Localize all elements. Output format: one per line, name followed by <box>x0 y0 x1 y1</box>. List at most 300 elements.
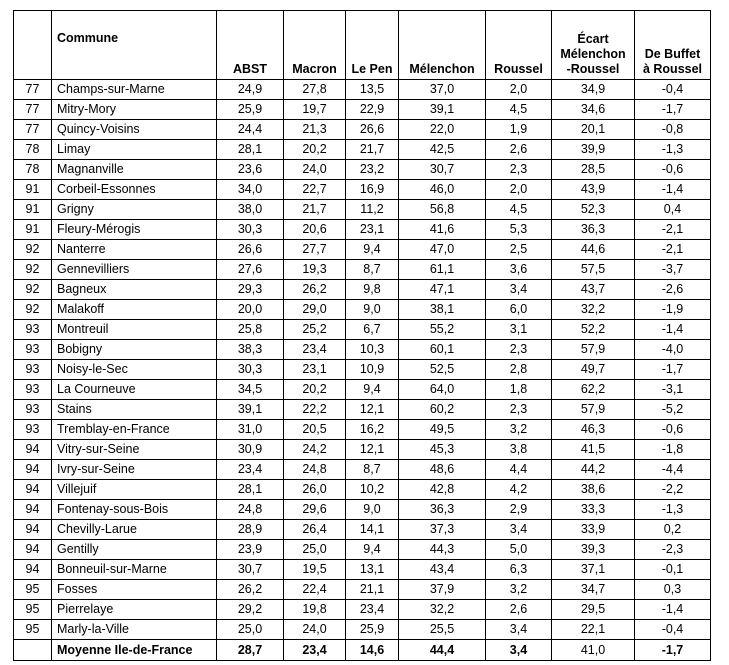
cell-melenchon: 45,3 <box>399 440 486 460</box>
cell-roussel: 3,2 <box>486 420 552 440</box>
cell-abst: 28,7 <box>217 640 284 661</box>
cell-macron: 19,3 <box>284 260 346 280</box>
table-body <box>14 80 711 661</box>
cell-abst: 30,3 <box>217 220 284 240</box>
cell-dept: 91 <box>14 180 52 200</box>
cell-melenchon: 49,5 <box>399 420 486 440</box>
cell-macron: 23,4 <box>284 640 346 661</box>
cell-dept: 95 <box>14 580 52 600</box>
cell-roussel: 2,8 <box>486 360 552 380</box>
cell-macron: 26,4 <box>284 520 346 540</box>
cell-macron: 24,8 <box>284 460 346 480</box>
cell-ecart: 43,9 <box>552 180 635 200</box>
cell-lepen: 12,1 <box>346 400 399 420</box>
cell-abst: 34,0 <box>217 180 284 200</box>
table-row <box>14 460 711 480</box>
cell-commune: Gentilly <box>52 540 217 560</box>
cell-buffet-roussel: -3,1 <box>635 380 711 400</box>
table-row <box>14 100 711 120</box>
cell-buffet-roussel: -1,8 <box>635 440 711 460</box>
cell-ecart: 57,9 <box>552 340 635 360</box>
cell-dept: 94 <box>14 440 52 460</box>
cell-lepen: 13,1 <box>346 560 399 580</box>
cell-ecart: 33,9 <box>552 520 635 540</box>
cell-roussel: 3,4 <box>486 520 552 540</box>
cell-lepen: 10,9 <box>346 360 399 380</box>
cell-macron: 26,0 <box>284 480 346 500</box>
cell-buffet-roussel: -2,3 <box>635 540 711 560</box>
cell-lepen: 23,4 <box>346 600 399 620</box>
table-row <box>14 620 711 640</box>
cell-macron: 19,8 <box>284 600 346 620</box>
cell-macron: 26,2 <box>284 280 346 300</box>
cell-abst: 26,2 <box>217 580 284 600</box>
header-abst: ABST <box>217 11 284 80</box>
cell-buffet-roussel: -4,4 <box>635 460 711 480</box>
cell-ecart: 37,1 <box>552 560 635 580</box>
cell-buffet-roussel: 0,4 <box>635 200 711 220</box>
cell-dept: 94 <box>14 520 52 540</box>
header-ecart-line1: Écart <box>577 32 609 46</box>
cell-buffet-roussel: -0,6 <box>635 420 711 440</box>
cell-roussel: 2,0 <box>486 80 552 100</box>
cell-roussel: 5,3 <box>486 220 552 240</box>
cell-melenchon: 42,8 <box>399 480 486 500</box>
cell-abst: 24,4 <box>217 120 284 140</box>
cell-lepen: 9,0 <box>346 500 399 520</box>
cell-roussel: 6,0 <box>486 300 552 320</box>
cell-lepen: 22,9 <box>346 100 399 120</box>
cell-roussel: 3,1 <box>486 320 552 340</box>
cell-dept: 93 <box>14 360 52 380</box>
cell-lepen: 23,2 <box>346 160 399 180</box>
cell-ecart: 49,7 <box>552 360 635 380</box>
cell-ecart: 62,2 <box>552 380 635 400</box>
cell-ecart: 38,6 <box>552 480 635 500</box>
cell-melenchon: 55,2 <box>399 320 486 340</box>
cell-dept: 94 <box>14 480 52 500</box>
cell-buffet-roussel: -1,4 <box>635 600 711 620</box>
cell-buffet-roussel: -1,4 <box>635 180 711 200</box>
cell-commune: Ivry-sur-Seine <box>52 460 217 480</box>
cell-roussel: 2,6 <box>486 140 552 160</box>
cell-buffet-roussel: -1,3 <box>635 500 711 520</box>
cell-buffet-roussel: -5,2 <box>635 400 711 420</box>
header-ecart-line2: Mélenchon <box>560 47 626 61</box>
cell-lepen: 25,9 <box>346 620 399 640</box>
cell-melenchon: 30,7 <box>399 160 486 180</box>
header-melenchon: Mélenchon <box>399 11 486 80</box>
cell-buffet-roussel: -1,7 <box>635 100 711 120</box>
cell-ecart: 46,3 <box>552 420 635 440</box>
cell-dept: 94 <box>14 540 52 560</box>
cell-commune: Grigny <box>52 200 217 220</box>
table-row <box>14 180 711 200</box>
cell-lepen: 16,2 <box>346 420 399 440</box>
cell-roussel: 2,3 <box>486 160 552 180</box>
cell-buffet-roussel: -1,4 <box>635 320 711 340</box>
cell-melenchon: 60,2 <box>399 400 486 420</box>
table-row <box>14 420 711 440</box>
cell-abst: 26,6 <box>217 240 284 260</box>
cell-commune: Nanterre <box>52 240 217 260</box>
cell-ecart: 22,1 <box>552 620 635 640</box>
cell-melenchon: 38,1 <box>399 300 486 320</box>
cell-dept: 93 <box>14 420 52 440</box>
cell-macron: 20,2 <box>284 380 346 400</box>
table-row <box>14 160 711 180</box>
cell-abst: 39,1 <box>217 400 284 420</box>
cell-abst: 34,5 <box>217 380 284 400</box>
table-row <box>14 400 711 420</box>
cell-melenchon: 61,1 <box>399 260 486 280</box>
cell-commune: Vitry-sur-Seine <box>52 440 217 460</box>
cell-dept: 94 <box>14 560 52 580</box>
cell-ecart: 57,9 <box>552 400 635 420</box>
cell-dept: 92 <box>14 260 52 280</box>
cell-commune: Quincy-Voisins <box>52 120 217 140</box>
cell-commune: Chevilly-Larue <box>52 520 217 540</box>
cell-roussel: 5,0 <box>486 540 552 560</box>
cell-melenchon: 25,5 <box>399 620 486 640</box>
table-row <box>14 320 711 340</box>
cell-macron: 19,5 <box>284 560 346 580</box>
table-row <box>14 340 711 360</box>
cell-lepen: 26,6 <box>346 120 399 140</box>
cell-abst: 29,2 <box>217 600 284 620</box>
cell-macron: 20,5 <box>284 420 346 440</box>
cell-abst: 30,3 <box>217 360 284 380</box>
cell-macron: 29,0 <box>284 300 346 320</box>
cell-commune: Villejuif <box>52 480 217 500</box>
cell-abst: 31,0 <box>217 420 284 440</box>
cell-buffet-roussel: -1,7 <box>635 360 711 380</box>
cell-commune: Noisy-le-Sec <box>52 360 217 380</box>
cell-macron: 24,0 <box>284 620 346 640</box>
cell-commune: La Courneuve <box>52 380 217 400</box>
cell-macron: 22,2 <box>284 400 346 420</box>
cell-ecart: 32,2 <box>552 300 635 320</box>
cell-melenchon: 46,0 <box>399 180 486 200</box>
cell-abst: 24,8 <box>217 500 284 520</box>
cell-dept: 94 <box>14 460 52 480</box>
cell-abst: 38,3 <box>217 340 284 360</box>
cell-melenchon: 32,2 <box>399 600 486 620</box>
cell-roussel: 3,8 <box>486 440 552 460</box>
header-buffet-line1: De Buffet <box>644 47 701 61</box>
cell-macron: 22,7 <box>284 180 346 200</box>
cell-abst: 29,3 <box>217 280 284 300</box>
cell-commune: Magnanville <box>52 160 217 180</box>
cell-commune: Corbeil-Essonnes <box>52 180 217 200</box>
cell-macron: 23,4 <box>284 340 346 360</box>
cell-lepen: 14,1 <box>346 520 399 540</box>
table-row <box>14 120 711 140</box>
cell-commune: Moyenne Ile-de-France <box>52 640 217 661</box>
cell-macron: 24,2 <box>284 440 346 460</box>
cell-lepen: 10,3 <box>346 340 399 360</box>
cell-ecart: 41,5 <box>552 440 635 460</box>
table-row <box>14 480 711 500</box>
cell-ecart: 33,3 <box>552 500 635 520</box>
cell-buffet-roussel: -2,6 <box>635 280 711 300</box>
table-row <box>14 280 711 300</box>
cell-melenchon: 52,5 <box>399 360 486 380</box>
cell-lepen: 8,7 <box>346 460 399 480</box>
cell-macron: 21,7 <box>284 200 346 220</box>
cell-lepen: 21,1 <box>346 580 399 600</box>
cell-macron: 25,0 <box>284 540 346 560</box>
cell-melenchon: 56,8 <box>399 200 486 220</box>
cell-buffet-roussel: -0,4 <box>635 620 711 640</box>
cell-dept <box>14 640 52 661</box>
cell-melenchon: 44,4 <box>399 640 486 661</box>
cell-dept: 78 <box>14 160 52 180</box>
cell-lepen: 13,5 <box>346 80 399 100</box>
cell-melenchon: 41,6 <box>399 220 486 240</box>
cell-roussel: 4,5 <box>486 100 552 120</box>
header-lepen: Le Pen <box>346 11 399 80</box>
cell-roussel: 3,6 <box>486 260 552 280</box>
cell-dept: 95 <box>14 620 52 640</box>
table-row <box>14 380 711 400</box>
cell-buffet-roussel: 0,3 <box>635 580 711 600</box>
table-row <box>14 220 711 240</box>
cell-melenchon: 22,0 <box>399 120 486 140</box>
cell-melenchon: 60,1 <box>399 340 486 360</box>
cell-macron: 20,6 <box>284 220 346 240</box>
cell-roussel: 1,9 <box>486 120 552 140</box>
cell-melenchon: 37,9 <box>399 580 486 600</box>
cell-commune: Pierrelaye <box>52 600 217 620</box>
table-row <box>14 540 711 560</box>
cell-macron: 21,3 <box>284 120 346 140</box>
cell-macron: 29,6 <box>284 500 346 520</box>
table-row <box>14 140 711 160</box>
cell-melenchon: 39,1 <box>399 100 486 120</box>
cell-dept: 78 <box>14 140 52 160</box>
cell-commune: Malakoff <box>52 300 217 320</box>
cell-buffet-roussel: -2,1 <box>635 240 711 260</box>
cell-commune: Bonneuil-sur-Marne <box>52 560 217 580</box>
cell-melenchon: 64,0 <box>399 380 486 400</box>
cell-abst: 25,9 <box>217 100 284 120</box>
cell-roussel: 4,2 <box>486 480 552 500</box>
cell-abst: 25,0 <box>217 620 284 640</box>
cell-abst: 28,1 <box>217 480 284 500</box>
cell-ecart: 52,2 <box>552 320 635 340</box>
total-row <box>14 640 711 661</box>
header-ecart <box>552 11 635 80</box>
cell-macron: 27,8 <box>284 80 346 100</box>
cell-commune: Tremblay-en-France <box>52 420 217 440</box>
cell-dept: 77 <box>14 120 52 140</box>
cell-dept: 92 <box>14 280 52 300</box>
cell-commune: Bobigny <box>52 340 217 360</box>
cell-roussel: 4,4 <box>486 460 552 480</box>
cell-dept: 92 <box>14 300 52 320</box>
table-row <box>14 80 711 100</box>
cell-commune: Gennevilliers <box>52 260 217 280</box>
cell-ecart: 34,9 <box>552 80 635 100</box>
cell-roussel: 3,4 <box>486 280 552 300</box>
table-row <box>14 600 711 620</box>
cell-dept: 94 <box>14 500 52 520</box>
cell-dept: 93 <box>14 400 52 420</box>
cell-ecart: 41,0 <box>552 640 635 661</box>
table-row <box>14 360 711 380</box>
cell-ecart: 52,3 <box>552 200 635 220</box>
cell-ecart: 29,5 <box>552 600 635 620</box>
cell-lepen: 10,2 <box>346 480 399 500</box>
cell-lepen: 12,1 <box>346 440 399 460</box>
cell-buffet-roussel: -0,8 <box>635 120 711 140</box>
cell-abst: 23,9 <box>217 540 284 560</box>
cell-buffet-roussel: -0,4 <box>635 80 711 100</box>
cell-abst: 28,1 <box>217 140 284 160</box>
cell-lepen: 9,8 <box>346 280 399 300</box>
cell-abst: 27,6 <box>217 260 284 280</box>
cell-buffet-roussel: -3,7 <box>635 260 711 280</box>
cell-buffet-roussel: -2,2 <box>635 480 711 500</box>
cell-macron: 22,4 <box>284 580 346 600</box>
cell-buffet-roussel: -0,1 <box>635 560 711 580</box>
cell-roussel: 2,9 <box>486 500 552 520</box>
cell-commune: Bagneux <box>52 280 217 300</box>
cell-dept: 92 <box>14 240 52 260</box>
cell-roussel: 3,4 <box>486 640 552 661</box>
cell-roussel: 6,3 <box>486 560 552 580</box>
cell-dept: 93 <box>14 340 52 360</box>
cell-abst: 20,0 <box>217 300 284 320</box>
table-row <box>14 580 711 600</box>
cell-lepen: 6,7 <box>346 320 399 340</box>
cell-ecart: 44,6 <box>552 240 635 260</box>
cell-macron: 23,1 <box>284 360 346 380</box>
cell-roussel: 1,8 <box>486 380 552 400</box>
cell-buffet-roussel: -4,0 <box>635 340 711 360</box>
cell-lepen: 21,7 <box>346 140 399 160</box>
cell-dept: 95 <box>14 600 52 620</box>
cell-melenchon: 43,4 <box>399 560 486 580</box>
cell-buffet-roussel: -0,6 <box>635 160 711 180</box>
cell-dept: 93 <box>14 380 52 400</box>
cell-roussel: 4,5 <box>486 200 552 220</box>
cell-macron: 25,2 <box>284 320 346 340</box>
table-row <box>14 440 711 460</box>
cell-roussel: 2,3 <box>486 400 552 420</box>
cell-melenchon: 47,1 <box>399 280 486 300</box>
cell-abst: 38,0 <box>217 200 284 220</box>
cell-dept: 91 <box>14 200 52 220</box>
cell-ecart: 36,3 <box>552 220 635 240</box>
cell-ecart: 57,5 <box>552 260 635 280</box>
cell-lepen: 9,4 <box>346 380 399 400</box>
cell-ecart: 34,7 <box>552 580 635 600</box>
cell-melenchon: 44,3 <box>399 540 486 560</box>
cell-commune: Stains <box>52 400 217 420</box>
cell-lepen: 9,4 <box>346 540 399 560</box>
cell-roussel: 2,6 <box>486 600 552 620</box>
cell-melenchon: 36,3 <box>399 500 486 520</box>
cell-abst: 23,4 <box>217 460 284 480</box>
header-macron: Macron <box>284 11 346 80</box>
cell-ecart: 39,3 <box>552 540 635 560</box>
cell-lepen: 8,7 <box>346 260 399 280</box>
cell-abst: 30,7 <box>217 560 284 580</box>
table-row <box>14 260 711 280</box>
header-buffet-line2: à Roussel <box>642 62 703 76</box>
cell-commune: Limay <box>52 140 217 160</box>
cell-ecart: 43,7 <box>552 280 635 300</box>
table-row <box>14 520 711 540</box>
cell-buffet-roussel: -1,3 <box>635 140 711 160</box>
cell-lepen: 14,6 <box>346 640 399 661</box>
cell-lepen: 23,1 <box>346 220 399 240</box>
header-roussel: Roussel <box>486 11 552 80</box>
cell-commune: Montreuil <box>52 320 217 340</box>
cell-commune: Mitry-Mory <box>52 100 217 120</box>
table-row <box>14 240 711 260</box>
header-dept <box>14 11 52 80</box>
cell-roussel: 2,5 <box>486 240 552 260</box>
cell-roussel: 3,4 <box>486 620 552 640</box>
cell-lepen: 16,9 <box>346 180 399 200</box>
cell-lepen: 11,2 <box>346 200 399 220</box>
cell-macron: 20,2 <box>284 140 346 160</box>
cell-dept: 77 <box>14 80 52 100</box>
cell-ecart: 39,9 <box>552 140 635 160</box>
table-row <box>14 500 711 520</box>
cell-ecart: 34,6 <box>552 100 635 120</box>
cell-macron: 19,7 <box>284 100 346 120</box>
cell-abst: 23,6 <box>217 160 284 180</box>
cell-ecart: 44,2 <box>552 460 635 480</box>
cell-abst: 24,9 <box>217 80 284 100</box>
cell-dept: 91 <box>14 220 52 240</box>
cell-ecart: 20,1 <box>552 120 635 140</box>
cell-buffet-roussel: -1,9 <box>635 300 711 320</box>
cell-melenchon: 37,0 <box>399 80 486 100</box>
cell-dept: 93 <box>14 320 52 340</box>
header-buffet-roussel <box>635 11 711 80</box>
cell-roussel: 3,2 <box>486 580 552 600</box>
cell-roussel: 2,0 <box>486 180 552 200</box>
cell-melenchon: 42,5 <box>399 140 486 160</box>
cell-ecart: 28,5 <box>552 160 635 180</box>
results-table <box>13 10 711 661</box>
cell-roussel: 2,3 <box>486 340 552 360</box>
cell-commune: Champs-sur-Marne <box>52 80 217 100</box>
table-row <box>14 200 711 220</box>
table-row <box>14 560 711 580</box>
cell-melenchon: 37,3 <box>399 520 486 540</box>
cell-commune: Fontenay-sous-Bois <box>52 500 217 520</box>
cell-commune: Marly-la-Ville <box>52 620 217 640</box>
cell-melenchon: 47,0 <box>399 240 486 260</box>
cell-lepen: 9,4 <box>346 240 399 260</box>
cell-melenchon: 48,6 <box>399 460 486 480</box>
cell-lepen: 9,0 <box>346 300 399 320</box>
cell-dept: 77 <box>14 100 52 120</box>
cell-commune: Fosses <box>52 580 217 600</box>
header-commune: Commune <box>52 11 217 80</box>
cell-buffet-roussel: 0,2 <box>635 520 711 540</box>
cell-abst: 25,8 <box>217 320 284 340</box>
cell-buffet-roussel: -2,1 <box>635 220 711 240</box>
table-row <box>14 300 711 320</box>
header-row <box>14 11 711 80</box>
